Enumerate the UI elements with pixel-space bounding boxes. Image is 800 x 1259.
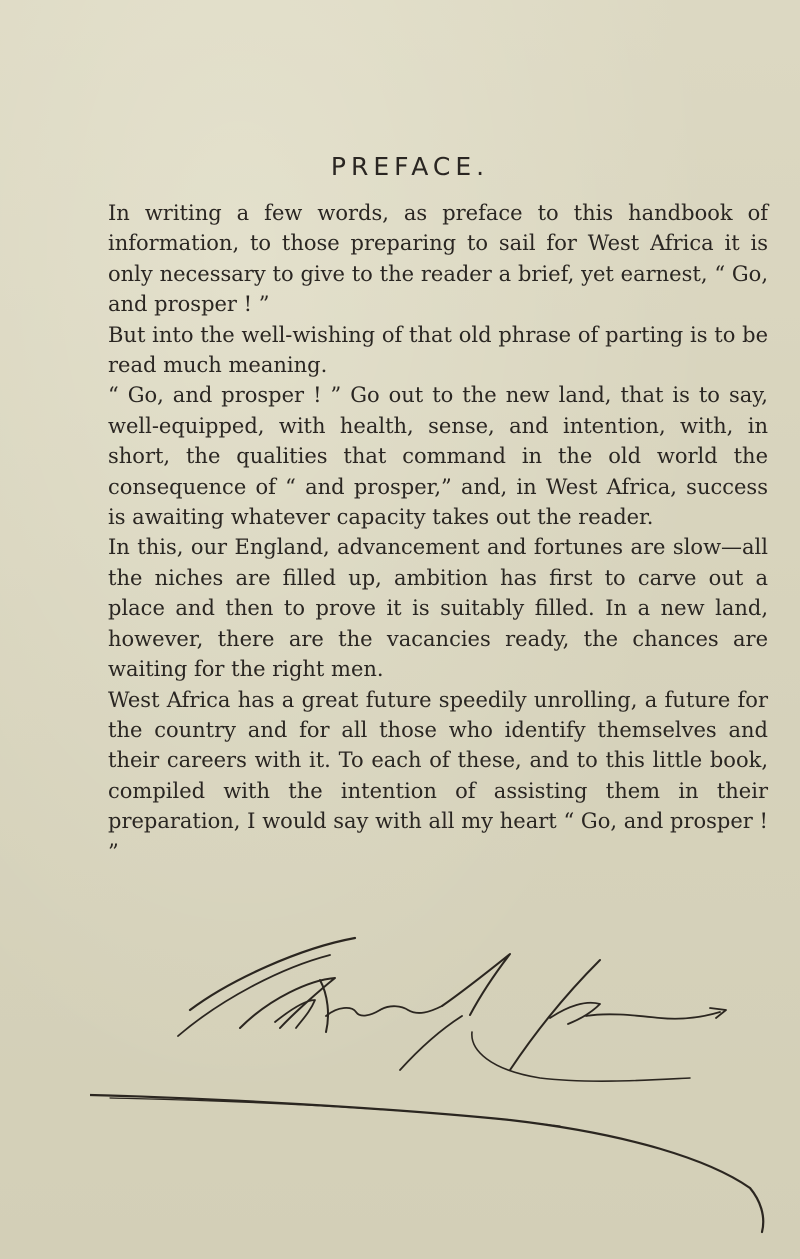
preface-body [108, 198, 768, 867]
signature-icon [90, 920, 790, 1240]
paragraph-3: “ Go, and prosper ! ” Go out to the new land, that is to say, well-equipped, with health, sense, and intention, with, in short, the qualities that command in the old world the consequence of “ and prosper,” and, in West Africa, success is awaiting whatever capacity takes out the reader. [108, 383, 768, 530]
paragraph-5: West Africa has a great future speedily unrolling, a future for the country and for all those who identify themselves and their careers with it. To each of these, and to this little book, compiled with the intention of assisting them in their preparation, I would say with all my heart “ Go, and prosper ! ” [108, 687, 768, 864]
paragraph-4: In this, our England, advancement and fortunes are slow—all the niches are filled up, ambition has first to carve out a place and then to prove it is suitably filled. In a new land, however, there are the vacancies ready, the chances are waiting for the right men. [108, 535, 768, 682]
paragraph-2: But into the well-wishing of that old phrase of parting is to be read much meaning. [108, 322, 768, 378]
paragraph-1: In writing a few words, as preface to this handbook of information, to those preparing to sail for West Africa it is only necessary to give to the reader a brief, yet earnest, “ Go, and prosper ! ” [108, 201, 768, 317]
preface-heading: PREFACE. [330, 152, 490, 181]
